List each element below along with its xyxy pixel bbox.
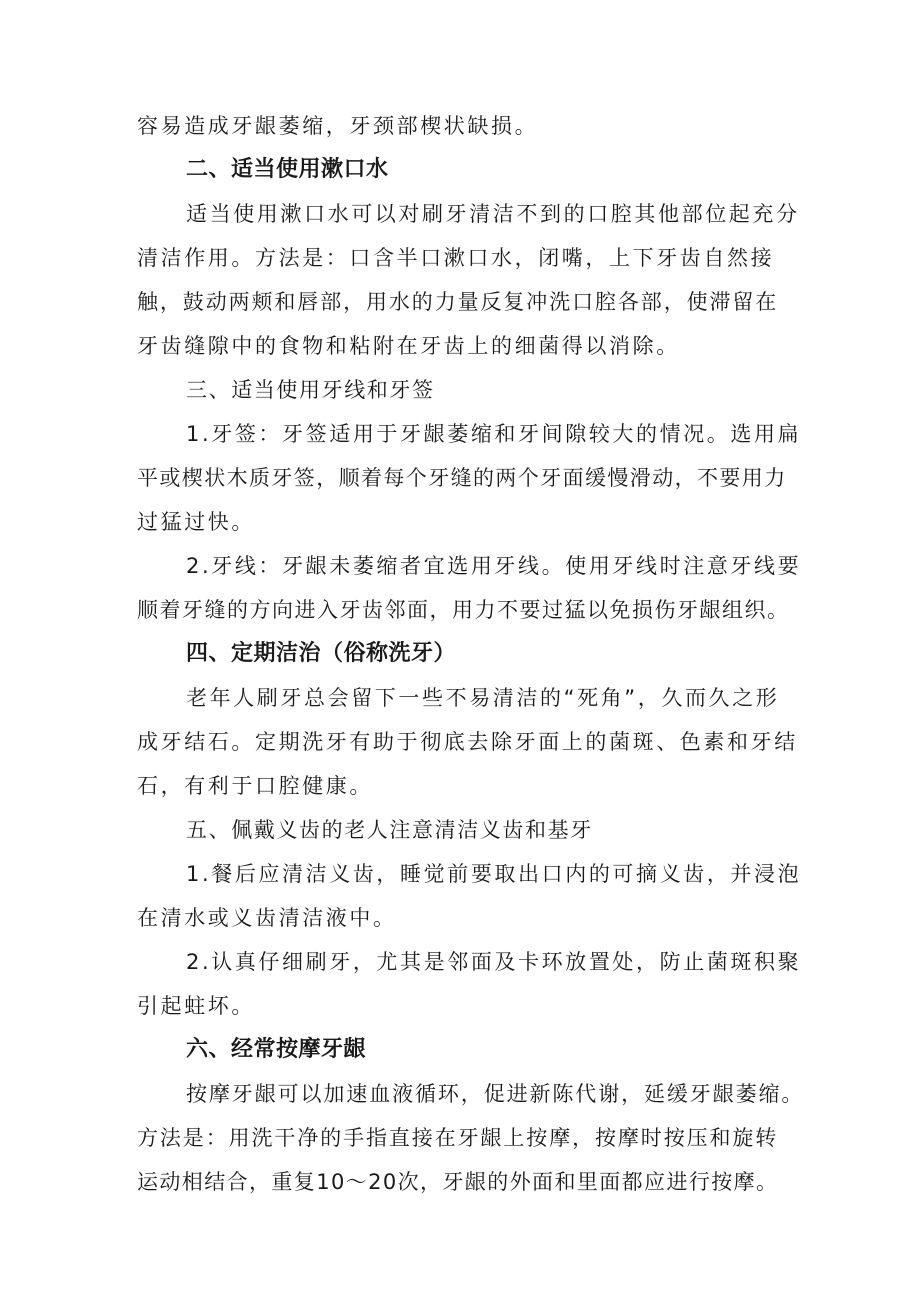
section-heading-scaling: 四、定期洁治（俗称洗牙）: [186, 641, 457, 666]
section-heading-dentures: 五、佩戴义齿的老人注意清洁义齿和基牙: [186, 818, 593, 842]
body-line: 石，有利于口腔健康。: [137, 774, 373, 798]
body-line: 方法是：用洗干净的手指直接在牙龈上按摩，按摩时按压和旋转: [137, 1126, 779, 1150]
body-line: 顺着牙缝的方向进入牙齿邻面，用力不要过猛以免损伤牙龈组织。: [137, 598, 790, 622]
body-line: 牙齿缝隙中的食物和粘附在牙齿上的细菌得以消除。: [137, 334, 680, 358]
section-heading-massage: 六、经常按摩牙龈: [186, 1037, 367, 1062]
body-line: 运动相结合，重复10～20次，牙龈的外面和里面都应进行按摩。: [137, 1170, 779, 1194]
body-line: 成牙结石。定期洗牙有助于彻底去除牙面上的菌斑、色素和牙结: [137, 730, 798, 754]
body-line: 按摩牙龈可以加速血液循环，促进新陈代谢，延缓牙龈萎缩。: [186, 1082, 805, 1106]
body-line: 平或楔状木质牙签，顺着每个牙缝的两个牙面缓慢滑动，不要用力: [137, 466, 787, 490]
body-line: 容易造成牙龈萎缩，牙颈部楔状缺损。: [137, 114, 539, 138]
list-item: 1.牙签：牙签适用于牙龈萎缩和牙间隙较大的情况。选用扁: [186, 422, 802, 446]
body-line: 引起蛀坏。: [137, 994, 255, 1018]
body-line: 在清水或义齿清洁液中。: [137, 906, 397, 930]
list-item: 2.认真仔细刷牙，尤其是邻面及卡环放置处，防止菌斑积聚: [186, 950, 802, 974]
body-line: 清洁作用。方法是：口含半口漱口水，闭嘴，上下牙齿自然接: [137, 246, 775, 270]
section-heading-floss: 三、适当使用牙线和牙签: [186, 378, 435, 402]
body-line: 过猛过快。: [137, 510, 255, 534]
body-line: 适当使用漱口水可以对刷牙清洁不到的口腔其他部位起充分: [186, 202, 800, 226]
list-item: 2.牙线：牙龈未萎缩者宜选用牙线。使用牙线时注意牙线要: [186, 554, 802, 578]
body-line: 老年人刷牙总会留下一些不易清洁的“死角”，久而久之形: [186, 686, 780, 710]
body-line: 触，鼓动两颊和唇部，用水的力量反复冲洗口腔各部，使滞留在: [137, 290, 779, 314]
list-item: 1.餐后应清洁义齿，睡觉前要取出口内的可摘义齿，并浸泡: [186, 862, 802, 886]
section-heading-mouthwash: 二、适当使用漱口水: [186, 157, 389, 182]
